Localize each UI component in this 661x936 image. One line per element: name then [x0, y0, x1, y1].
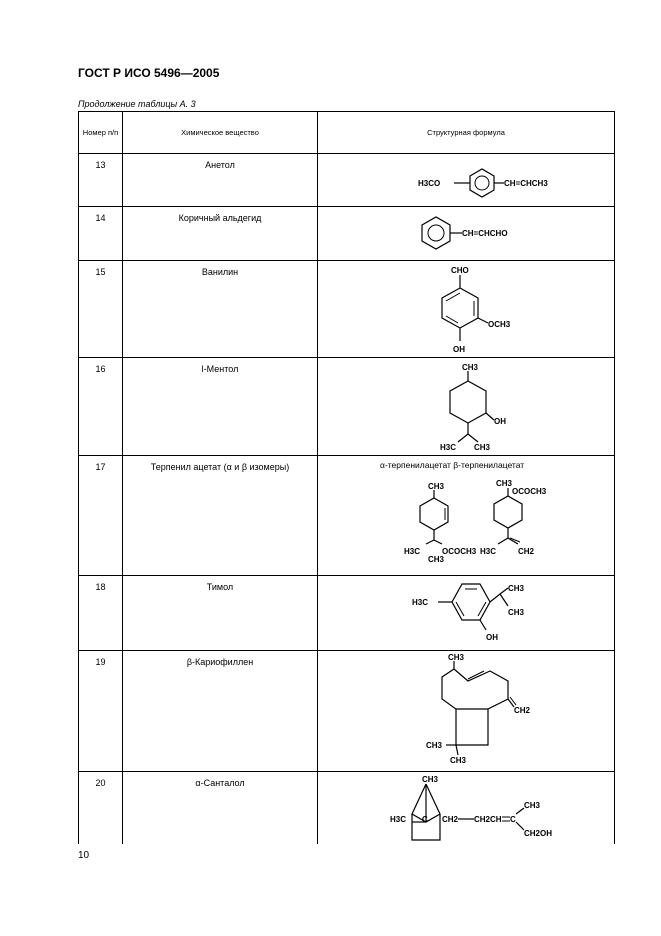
formula-label: CH3 — [508, 584, 525, 593]
formula-label: C — [510, 815, 516, 824]
formula-label: OH — [453, 345, 465, 354]
cinnamaldehyde-structure — [318, 207, 615, 260]
formula-label: CH2 — [518, 547, 535, 556]
formula-label: CH3 — [496, 479, 513, 488]
substance-name: l-Ментол — [123, 358, 318, 456]
menthol-structure — [318, 358, 615, 455]
formula-label: OH — [494, 417, 506, 426]
row-number: 20 — [79, 772, 123, 845]
formula-label: CH=CHCHO — [462, 229, 508, 238]
formula-label: H3C — [404, 547, 421, 556]
isomer-caption: α-терпенилацетат β-терпенилацетат — [380, 460, 525, 470]
row-number: 18 — [79, 576, 123, 651]
substance-name: Терпенил ацетат (α и β изомеры) — [123, 456, 318, 576]
terpenyl-acetate-structure — [318, 456, 615, 575]
formula-label: H3C — [390, 815, 407, 824]
document-title: ГОСТ Р ИСО 5496—2005 — [78, 66, 220, 80]
formula-label: CH3 — [428, 555, 445, 564]
page-number: 10 — [78, 850, 90, 861]
formula-label: CH2 — [442, 815, 459, 824]
substance-name: Ванилин — [123, 261, 318, 358]
row-number: 17 — [79, 456, 123, 576]
structural-formula — [318, 358, 615, 456]
thymol-structure — [318, 576, 615, 650]
row-number: 14 — [79, 207, 123, 261]
formula-label: H3C — [440, 443, 457, 452]
formula-label: CH2OH — [524, 829, 553, 838]
substance-name: Анетол — [123, 154, 318, 207]
row-number: 13 — [79, 154, 123, 207]
formula-label: CH2 — [514, 706, 531, 715]
structural-formula — [318, 651, 615, 772]
formula-label: CH2 — [474, 815, 491, 824]
substance-name: Коричный альдегид — [123, 207, 318, 261]
structural-formula — [318, 207, 615, 261]
structural-formula — [318, 576, 615, 651]
formula-label: H3C — [412, 598, 429, 607]
caryophyllene-structure — [318, 651, 615, 771]
formula-label: CH3 — [508, 608, 525, 617]
column-header-formula: Структурная формула — [318, 112, 615, 154]
formula-label: H3C — [480, 547, 497, 556]
formula-label: CH3 — [474, 443, 491, 452]
row-number: 19 — [79, 651, 123, 772]
formula-label: OCH3 — [488, 320, 511, 329]
table-row — [79, 358, 615, 456]
column-header-number: Номер п/п — [79, 112, 123, 154]
table-row — [79, 576, 615, 651]
formula-label: CH=CHCH3 — [504, 179, 548, 188]
structural-formula — [318, 154, 615, 207]
formula-label: CH3 — [450, 756, 467, 765]
substance-name: α-Санталол — [123, 772, 318, 845]
substance-name: Тимол — [123, 576, 318, 651]
formula-label: CH3 — [428, 482, 445, 491]
row-number: 16 — [79, 358, 123, 456]
table-row — [79, 651, 615, 772]
table-caption: Продолжение таблицы А. 3 — [78, 99, 196, 109]
table-row — [79, 772, 615, 845]
table-row — [79, 154, 615, 207]
formula-label: C — [422, 815, 428, 824]
formula-label: CH3 — [524, 801, 541, 810]
table-header-row — [79, 112, 615, 154]
structural-formula — [318, 456, 615, 576]
formula-label: CH3 — [426, 741, 443, 750]
formula-label: OH — [486, 633, 498, 642]
table-row — [79, 261, 615, 358]
row-number: 15 — [79, 261, 123, 358]
vanillin-structure — [318, 261, 615, 357]
formula-label: OCOCH3 — [442, 547, 477, 556]
substance-name: β-Кариофиллен — [123, 651, 318, 772]
formula-label: H3CO — [418, 179, 441, 188]
chemical-table — [78, 111, 615, 844]
formula-label: CH3 — [448, 653, 465, 662]
column-header-substance: Химическое вещество — [123, 112, 318, 154]
structural-formula — [318, 772, 615, 845]
santalol-structure — [318, 772, 615, 844]
table-row — [79, 207, 615, 261]
anethole-structure — [318, 154, 615, 206]
formula-label: CH3 — [422, 775, 439, 784]
formula-label: CH — [490, 815, 502, 824]
formula-label: CH3 — [462, 363, 479, 372]
table-row — [79, 456, 615, 576]
formula-label: CHO — [451, 266, 469, 275]
formula-label: OCOCH3 — [512, 487, 547, 496]
structural-formula — [318, 261, 615, 358]
